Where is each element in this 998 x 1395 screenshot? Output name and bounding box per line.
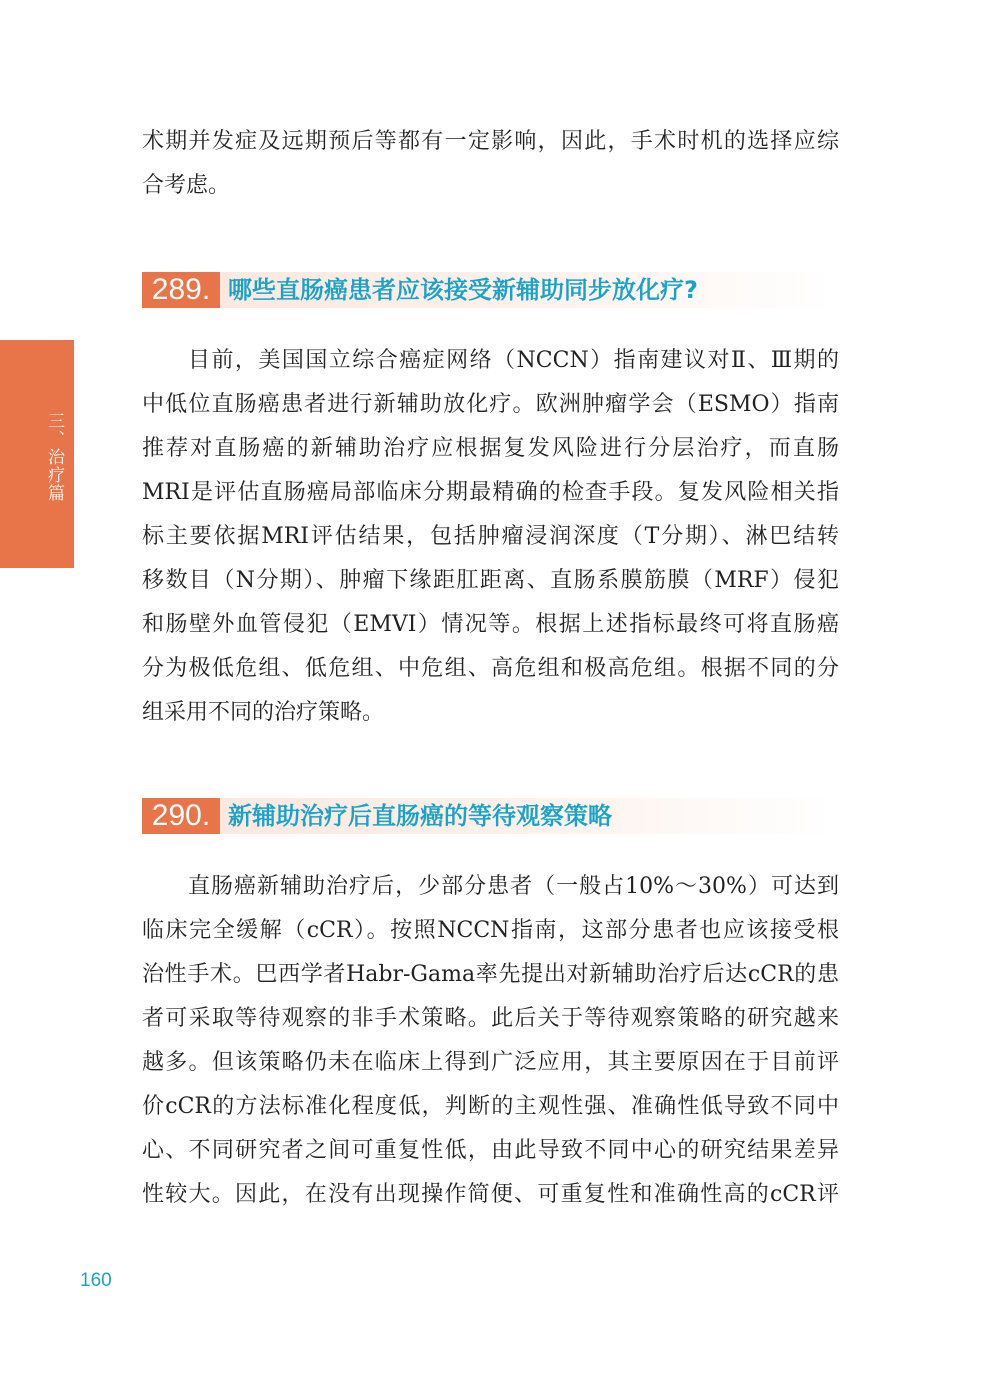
section-289-heading xyxy=(142,272,832,308)
paragraph-line: 中低位直肠癌患者进行新辅助放化疗。欧洲肿瘤学会（ESMO）指南 xyxy=(142,392,839,417)
paragraph-line: 标主要依据MRI评估结果，包括肿瘤浸润深度（T分期）、淋巴结转 xyxy=(142,524,839,549)
paragraph-line: 性较大。因此，在没有出现操作简便、可重复性和准确性高的cCR评 xyxy=(142,1182,839,1207)
paragraph-line: 者可采取等待观察的非手术策略。此后关于等待观察策略的研究越来 xyxy=(142,1006,839,1031)
page-number: 160 xyxy=(80,1270,112,1291)
paragraph-line: 治性手术。巴西学者Habr-Gama率先提出对新辅助治疗后达cCR的患 xyxy=(142,962,839,987)
section-number: 290. xyxy=(142,798,220,834)
chapter-side-tab-label: 三、治疗篇 xyxy=(44,412,64,502)
paragraph-line: 和肠壁外血管侵犯（EMVI）情况等。根据上述指标最终可将直肠癌 xyxy=(142,612,839,637)
paragraph-line: 临床完全缓解（cCR）。按照NCCN指南，这部分患者也应该接受根 xyxy=(142,918,839,943)
paragraph-line: 组采用不同的治疗策略。 xyxy=(142,700,385,725)
intro-line: 合考虑。 xyxy=(142,173,231,198)
paragraph-line: 价cCR的方法标准化程度低，判断的主观性强、准确性低导致不同中 xyxy=(142,1094,839,1119)
paragraph-line: 目前，美国国立综合癌症网络（NCCN）指南建议对Ⅱ、Ⅲ期的 xyxy=(188,348,839,373)
paragraph-line: MRI是评估直肠癌局部临床分期最精确的检查手段。复发风险相关指 xyxy=(142,480,839,505)
section-number: 289. xyxy=(142,272,220,308)
paragraph-line: 移数目（N分期）、肿瘤下缘距肛距离、直肠系膜筋膜（MRF）侵犯 xyxy=(142,568,839,593)
paragraph-line: 越多。但该策略仍未在临床上得到广泛应用，其主要原因在于目前评 xyxy=(142,1050,839,1075)
section-title: 新辅助治疗后直肠癌的等待观察策略 xyxy=(228,802,612,830)
section-290-heading xyxy=(142,798,832,834)
section-title: 哪些直肠癌患者应该接受新辅助同步放化疗? xyxy=(228,276,698,304)
intro-line: 术期并发症及远期预后等都有一定影响，因此，手术时机的选择应综 xyxy=(142,129,839,154)
paragraph-line: 心、不同研究者之间可重复性低，由此导致不同中心的研究结果差异 xyxy=(142,1138,839,1163)
paragraph-line: 推荐对直肠癌的新辅助治疗应根据复发风险进行分层治疗，而直肠 xyxy=(142,436,839,461)
paragraph-line: 直肠癌新辅助治疗后，少部分患者（一般占10%～30%）可达到 xyxy=(188,874,839,899)
paragraph-line: 分为极低危组、低危组、中危组、高危组和极高危组。根据不同的分 xyxy=(142,656,839,681)
